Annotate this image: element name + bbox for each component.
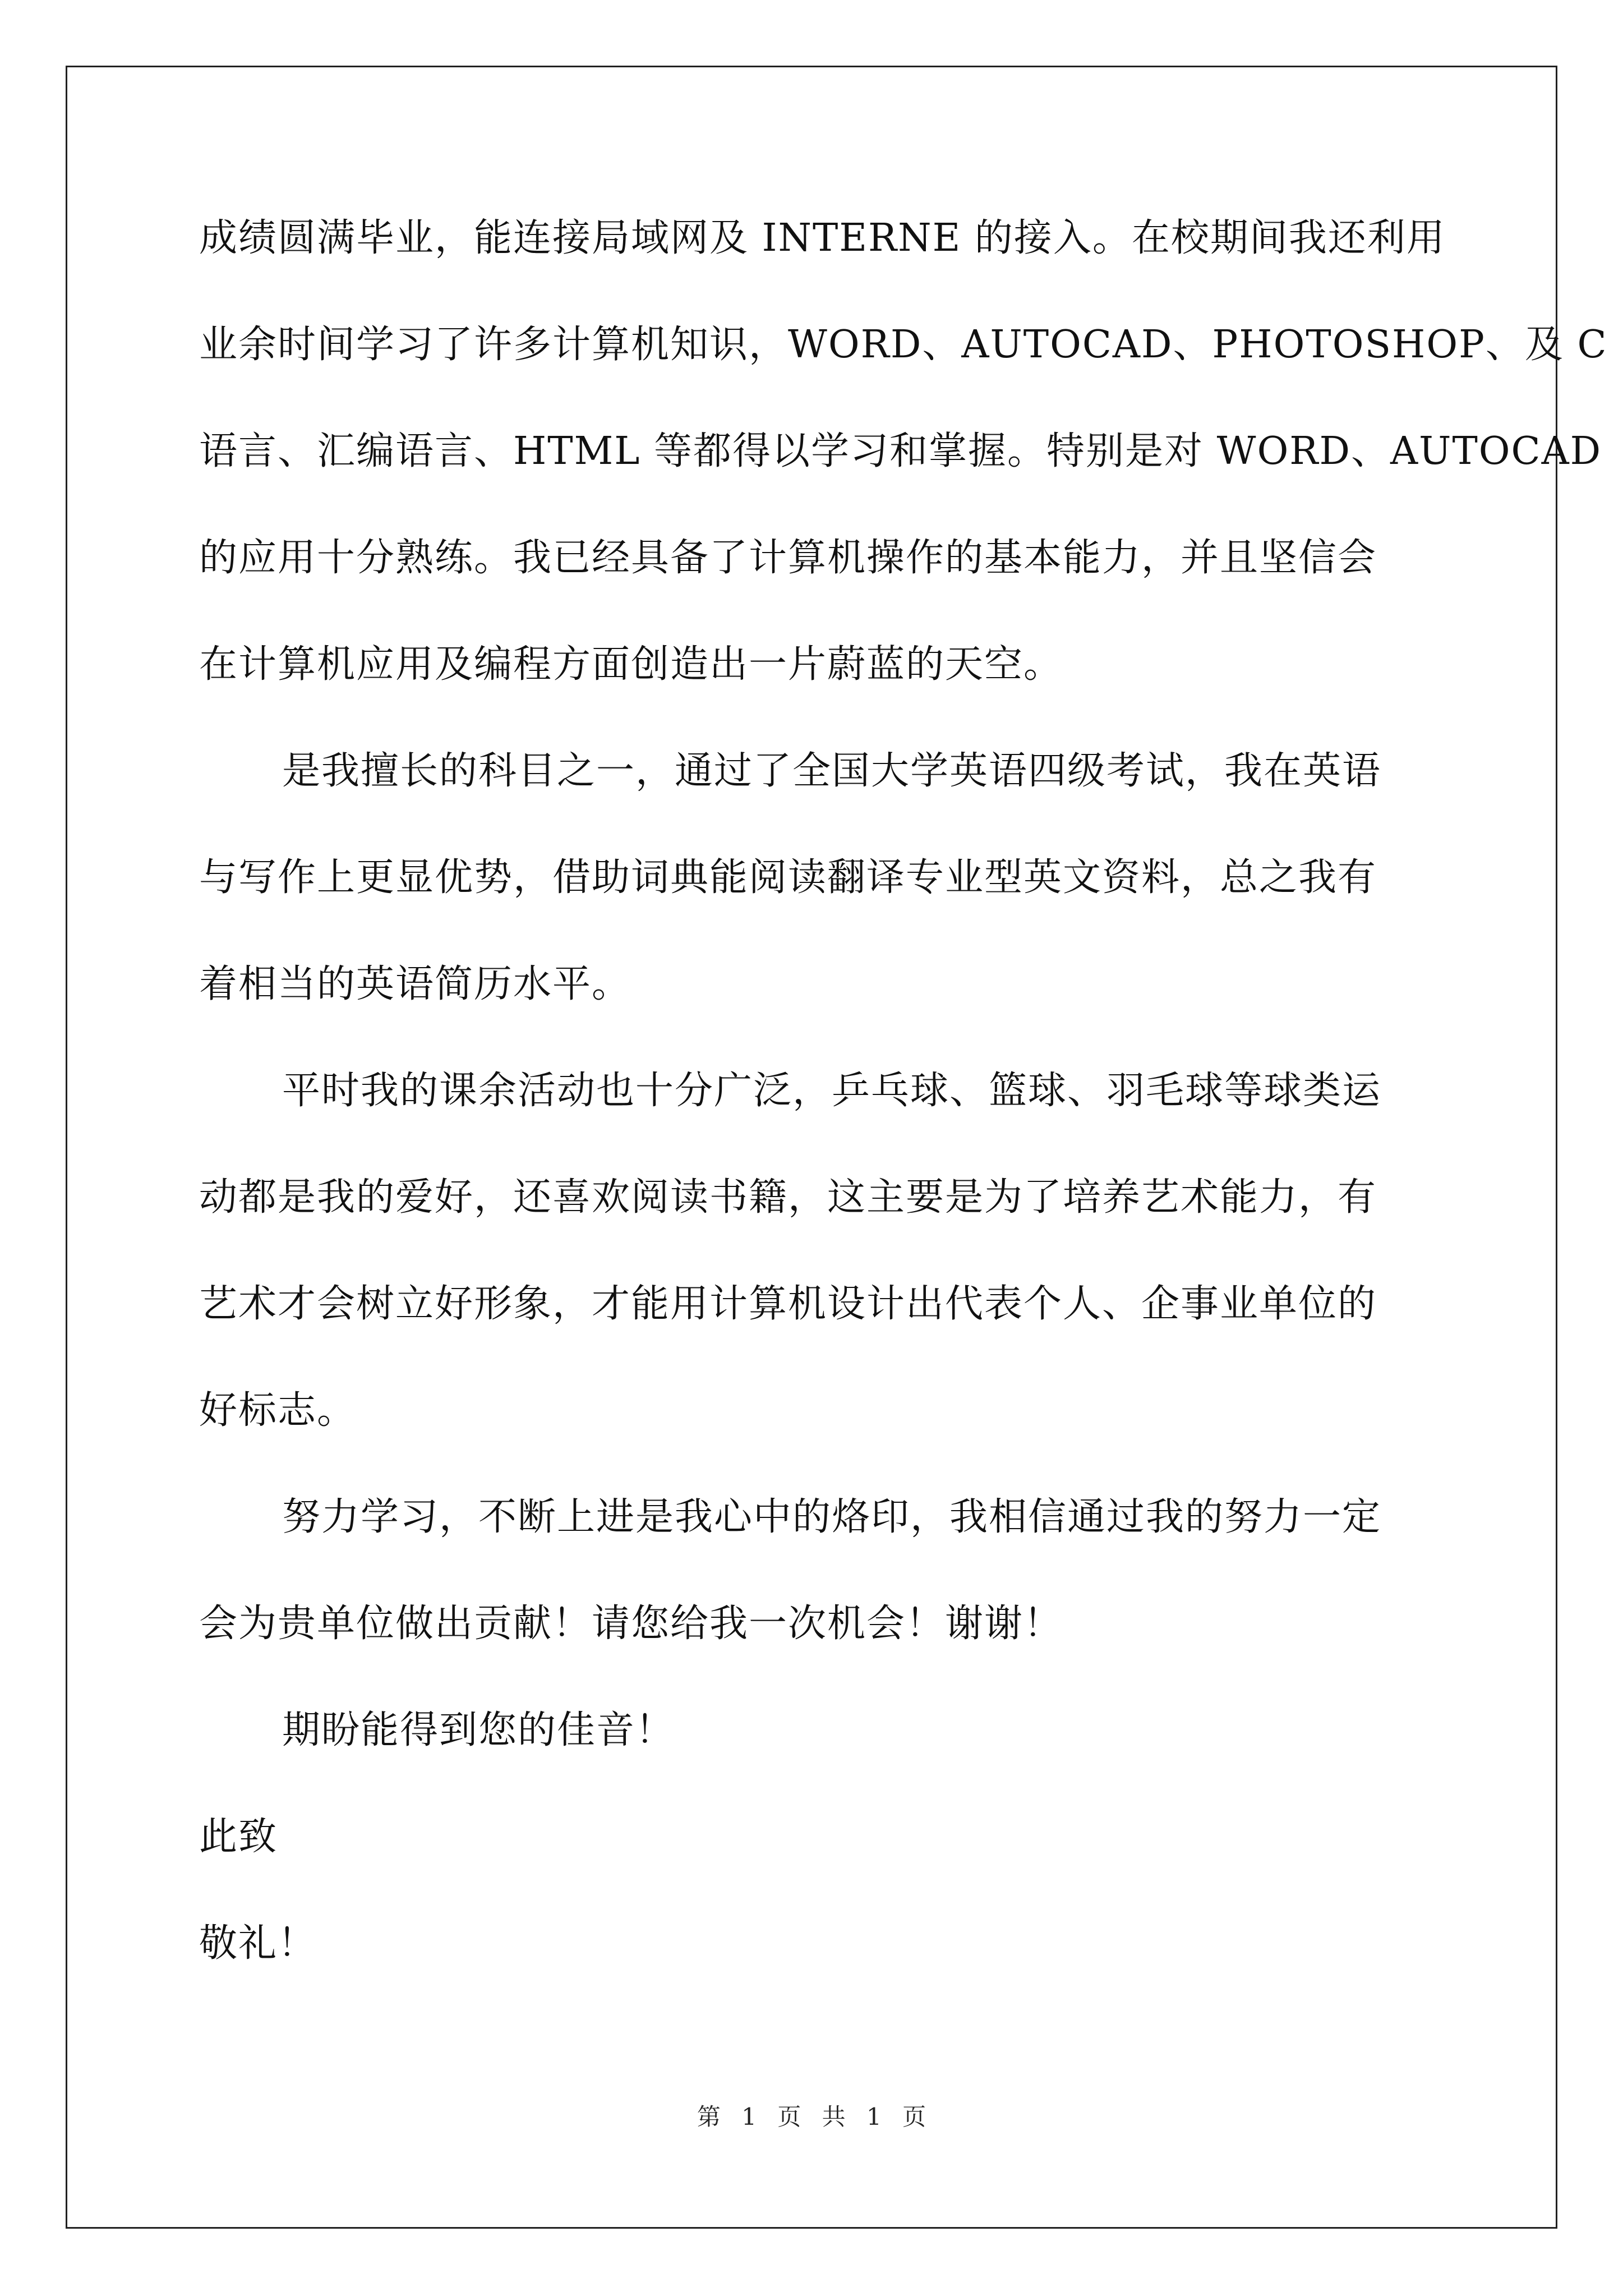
body-line: 的应用十分熟练。我已经具备了计算机操作的基本能力，并且坚信会: [199, 536, 1377, 580]
paragraph-first-line: 努力学习，不断上进是我心中的烙印，我相信通过我的努力一定: [282, 1495, 1382, 1539]
paragraph-first-line: 平时我的课余活动也十分广泛，乒乓球、篮球、羽毛球等球类运: [282, 1069, 1382, 1113]
salutation-line: 敬礼！: [199, 1921, 317, 1966]
body-line: 着相当的英语简历水平。: [199, 962, 631, 1006]
body-line: 在计算机应用及编程方面创造出一片蔚蓝的天空。: [199, 642, 1063, 687]
body-line: 艺术才会树立好形象，才能用计算机设计出代表个人、企事业单位的: [199, 1282, 1377, 1326]
body-line: 会为贵单位做出贡献！请您给我一次机会！谢谢！: [199, 1602, 1063, 1646]
body-line: 语言、汇编语言、HTML 等都得以学习和掌握。特别是对 WORD、AUTOCAD: [199, 429, 1602, 473]
body-line: 业余时间学习了许多计算机知识，WORD、AUTOCAD、PHOTOSHOP、及 C: [199, 323, 1608, 367]
body-line: 好标志。: [199, 1388, 357, 1433]
paragraph-first-line: 是我擅长的科目之一，通过了全国大学英语四级考试，我在英语: [282, 749, 1382, 793]
body-line: 与写作上更显优势，借助词典能阅读翻译专业型英文资料，总之我有: [199, 855, 1377, 900]
body-line: 成绩圆满毕业，能连接局域网及 INTERNE 的接入。在校期间我还利用: [199, 216, 1446, 260]
body-line: 动都是我的爱好，还喜欢阅读书籍，这主要是为了培养艺术能力，有: [199, 1175, 1377, 1220]
page-number-footer: 第 1 页 共 1 页: [697, 2103, 926, 2131]
page-border: [66, 66, 1557, 2229]
closing-line: 期盼能得到您的佳音！: [282, 1708, 675, 1752]
salutation-line: 此致: [199, 1815, 278, 1859]
